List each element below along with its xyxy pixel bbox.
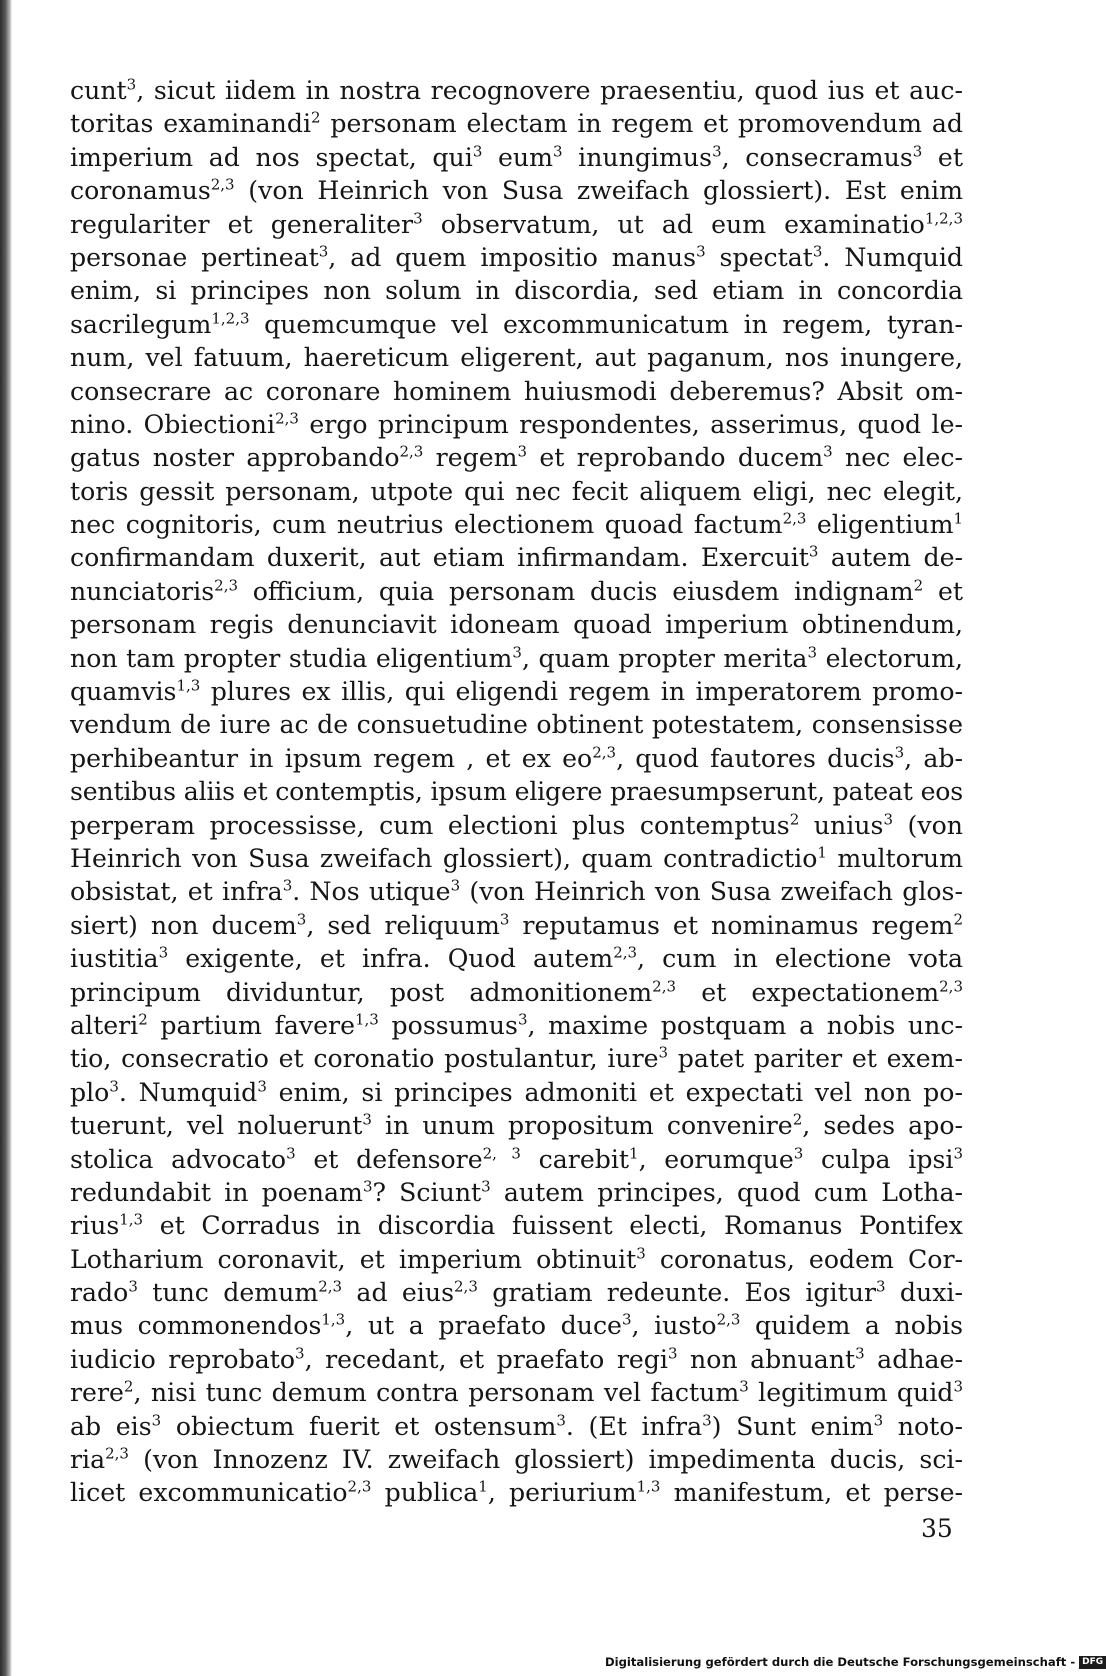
- text-run: nec cognitoris, cum neutrius electionem quoad factum: [70, 510, 783, 540]
- text-run: inungimus: [562, 142, 713, 172]
- text-run: ria: [70, 1445, 106, 1475]
- footnote-marker: 3: [636, 1244, 646, 1263]
- text-run: reputamus et nominamus regem: [509, 910, 954, 940]
- text-line: [70, 1410, 963, 1443]
- text-run: , eorumque: [638, 1144, 794, 1174]
- footnote-marker: 1,3: [321, 1311, 346, 1330]
- text-run: et reprobando ducem: [527, 443, 824, 473]
- text-line: [70, 1076, 963, 1109]
- footnote-marker: 3: [894, 743, 905, 762]
- footnote-marker: 2,3: [652, 977, 677, 996]
- text-line: [70, 875, 963, 908]
- page-number: 35: [921, 1514, 953, 1543]
- text-run: plures ex illis, qui eligendi regem in imperatorem promo-: [200, 677, 963, 707]
- dfg-logo: DFG: [1079, 1656, 1106, 1669]
- footnote-marker: 3: [812, 242, 823, 261]
- text-run: spectat: [705, 242, 813, 272]
- text-run: , sicut iidem in nostra recognovere praesentiu, quod ius et auc-: [136, 76, 963, 105]
- text-run: (von: [893, 810, 964, 840]
- text-line: [70, 809, 963, 842]
- text-run: et: [922, 142, 963, 172]
- footnote-marker: 2,3: [214, 576, 239, 595]
- footnote-marker: 2,3: [454, 1277, 478, 1296]
- text-run: sacrilegum: [70, 309, 212, 339]
- footnote-marker: 3: [552, 142, 563, 161]
- footnote-marker: 3: [883, 810, 894, 829]
- text-run: exigente, et infra. Quod autem: [168, 944, 614, 974]
- text-line: [70, 675, 963, 708]
- text-run: quemcumque vel excommunicatum in regem, tyran-: [249, 309, 963, 339]
- text-line: [70, 241, 963, 274]
- text-line: [70, 1009, 963, 1042]
- footnote-marker: 3: [808, 543, 819, 562]
- text-line: [70, 475, 963, 508]
- footnote-marker: 1,2,3: [211, 309, 250, 328]
- text-line: [70, 1243, 963, 1276]
- text-line: [70, 541, 963, 574]
- footnote-marker: 3: [953, 1377, 963, 1396]
- text-line: [70, 842, 963, 875]
- text-line: [70, 174, 963, 207]
- footnote-marker: 3: [499, 910, 510, 929]
- text-run: eum: [482, 142, 553, 172]
- text-run: iudicio reprobato: [70, 1344, 296, 1374]
- text-line: [70, 642, 963, 675]
- text-run: coronatus, eodem Cor-: [645, 1244, 963, 1274]
- text-run: officium, quia personam ducis eiusdem indignam: [238, 576, 914, 606]
- footnote-marker: 2: [311, 109, 321, 128]
- text-run: iustitia: [70, 944, 159, 974]
- footnote-marker: 3: [512, 643, 522, 662]
- text-run: (von Innozenz IV. zweifach glossiert) impedimenta ducis, sci-: [128, 1445, 963, 1475]
- text-run: observatum, ut ad eum examinatio: [422, 209, 925, 239]
- text-run: alteri: [70, 1010, 139, 1040]
- footnote-marker: 3: [296, 910, 307, 929]
- text-run: duxi-: [885, 1278, 963, 1308]
- text-line: [70, 1042, 963, 1075]
- text-run: , ut a praefato duce: [345, 1311, 622, 1341]
- text-run: (von Heinrich von Susa zweifach glos-: [460, 877, 963, 907]
- footnote-marker: 2,3: [782, 509, 807, 528]
- text-line: [70, 107, 963, 140]
- footnote-marker: 3: [295, 1344, 305, 1363]
- text-run: vendum de iure ac de consuetudine obtinent potestatem, consensisse: [70, 710, 963, 740]
- text-run: et: [923, 576, 963, 606]
- footnote-marker: 1: [953, 509, 963, 528]
- text-run: nec elec-: [832, 443, 963, 473]
- text-run: nunciatoris: [70, 576, 215, 606]
- text-line: [70, 208, 963, 241]
- text-line: [70, 1376, 963, 1409]
- footnote-marker: 1,3: [355, 1010, 379, 1029]
- footnote-marker: 1,2,3: [924, 209, 963, 228]
- text-line: [70, 909, 963, 942]
- text-line: [70, 141, 963, 174]
- footnote-marker: 2,3: [592, 743, 617, 762]
- text-run: publica: [371, 1478, 479, 1508]
- text-run: , cum in electione vota: [637, 944, 964, 974]
- text-run: personam regis denunciavit idoneam quoad imperium obtinendum,: [70, 610, 963, 640]
- text-run: Lotharium coronavit, et imperium obtinuit: [70, 1244, 637, 1274]
- text-run: enim, si principes admoniti et expectati vel non po-: [266, 1077, 963, 1107]
- footnote-marker: 3: [362, 1177, 373, 1196]
- text-run: et Corradus in discordia fuissent electi, Romanus Pontifex: [143, 1211, 963, 1241]
- text-run: coronamus: [70, 176, 211, 206]
- text-run: rere: [70, 1378, 124, 1408]
- text-run: unius: [799, 810, 884, 840]
- text-run: num, vel fatuum, haereticum eligerent, aut paganum, nos inungere,: [70, 343, 963, 373]
- footnote-marker: 3: [807, 643, 817, 662]
- text-run: imperium ad nos spectat, qui: [70, 142, 473, 172]
- text-run: obiectum fuerit et ostensum: [161, 1411, 557, 1441]
- text-run: obsistat, et infra: [70, 877, 283, 907]
- footnote-marker: 3: [286, 1144, 296, 1163]
- footnote-marker: 2: [913, 576, 924, 595]
- footnote-marker: 2,3: [210, 175, 235, 194]
- text-run: . (Et infra: [565, 1411, 703, 1441]
- text-run: electorum,: [817, 643, 963, 673]
- text-line: [70, 274, 963, 307]
- text-run: principum dividuntur, post admonitionem: [70, 977, 653, 1007]
- footnote-marker: 1,3: [176, 676, 201, 695]
- text-run: Heinrich von Susa zweifach glossiert), quam contradictio: [70, 843, 818, 873]
- text-line: [70, 1343, 963, 1376]
- footnote-marker: 2,3: [347, 1478, 372, 1497]
- footnote-marker: 1,3: [119, 1210, 144, 1229]
- footnote-marker: 2: [789, 810, 800, 829]
- footnote-marker: 2: [953, 910, 963, 929]
- body-text: [70, 74, 963, 1510]
- text-run: manifestum, et perse-: [660, 1478, 964, 1508]
- footnote-marker: 3: [739, 1377, 749, 1396]
- text-run: quamvis: [70, 677, 177, 707]
- footnote-marker: 3: [151, 1411, 162, 1430]
- text-run: tio, consecratio et coronatio postulantur, iure: [70, 1044, 659, 1074]
- text-run: . Numquid: [118, 1077, 258, 1107]
- footnote-marker: 2,3: [275, 409, 299, 428]
- text-run: autem principes, quod cum Lotha-: [490, 1177, 963, 1207]
- text-run: licet excommunicatio: [70, 1478, 348, 1508]
- footnote-marker: 3: [257, 1077, 267, 1096]
- footnote-marker: 3: [413, 209, 423, 228]
- text-run: , recedant, et praefato regi: [304, 1344, 668, 1374]
- text-run: partium favere: [147, 1010, 355, 1040]
- footnote-marker: 3: [875, 1277, 886, 1296]
- text-run: eligentium: [806, 510, 954, 540]
- footnote-marker: 2: [792, 1110, 803, 1129]
- text-run: siert) non ducem: [70, 910, 297, 940]
- text-line: [70, 1276, 963, 1309]
- text-run: , iusto: [631, 1311, 717, 1341]
- text-run: ab eis: [70, 1411, 152, 1441]
- text-run: consecrare ac coronare hominem huiusmodi deberemus? Absit om-: [70, 376, 963, 406]
- text-line: [70, 341, 963, 374]
- footnote-marker: 3: [667, 1344, 678, 1363]
- text-run: (von Heinrich von Susa zweifach glossiert). Est enim: [234, 176, 963, 206]
- text-run: nino. Obiectioni: [70, 409, 276, 439]
- footnote-marker: 3: [873, 1411, 884, 1430]
- footnote-marker: 3: [109, 1077, 119, 1096]
- footnote-marker: 3: [481, 1177, 491, 1196]
- footnote-marker: 1,3: [636, 1478, 661, 1497]
- credit-text: Digitalisierung gefördert durch die Deutsche Forschungsgemeinschaft -: [605, 1655, 1076, 1669]
- footnote-marker: 3: [912, 142, 923, 161]
- text-line: [70, 308, 963, 341]
- text-run: regem: [423, 443, 518, 473]
- text-run: . Nos utique: [292, 877, 451, 907]
- text-run: cunt: [70, 76, 127, 105]
- text-run: ad eius: [342, 1278, 455, 1308]
- text-line: [70, 1443, 963, 1476]
- text-line: [70, 942, 963, 975]
- footnote-marker: 3: [621, 1311, 632, 1330]
- text-run: carebit: [520, 1144, 630, 1174]
- footnote-marker: 3: [793, 1144, 804, 1163]
- text-run: , consecramus: [721, 142, 913, 172]
- text-run: personae pertineat: [70, 242, 319, 272]
- text-line: [70, 1143, 963, 1176]
- text-run: , sedes apo-: [802, 1111, 963, 1141]
- footnote-marker: 2,3: [318, 1277, 343, 1296]
- text-run: ) Sunt enim: [711, 1411, 874, 1441]
- footnote-marker: 1: [478, 1478, 488, 1497]
- text-line: [70, 1309, 963, 1342]
- text-run: noto-: [883, 1411, 963, 1441]
- text-run: , periurium: [487, 1478, 637, 1508]
- text-run: sentibus aliis et contemptis, ipsum eligere praesumpserunt, pateat eos: [70, 777, 963, 807]
- text-line: [70, 508, 963, 541]
- text-run: toritas examinandi: [70, 109, 311, 139]
- text-run: , ad quem impositio manus: [328, 242, 697, 272]
- footnote-marker: 3: [953, 1144, 963, 1163]
- text-run: gatus noster approbando: [70, 443, 400, 473]
- text-run: multorum: [826, 843, 963, 873]
- text-line: [70, 775, 963, 808]
- footnote-marker: 3: [517, 443, 528, 461]
- footnote-marker: 3: [696, 242, 706, 261]
- text-line: [70, 1476, 963, 1509]
- footnote-marker: 3: [282, 877, 293, 896]
- text-run: quidem a nobis: [740, 1311, 963, 1341]
- footnote-marker: 3: [128, 1277, 138, 1296]
- footnote-marker: 3: [712, 142, 722, 161]
- text-run: possumus: [378, 1010, 518, 1040]
- text-line: [70, 74, 963, 107]
- footnote-marker: 3: [658, 1044, 669, 1063]
- footnote-marker: 3: [823, 443, 833, 461]
- text-run: autem de-: [818, 543, 963, 573]
- text-run: , sed reliquum: [306, 910, 500, 940]
- footnote-marker: 3: [318, 242, 329, 261]
- footnote-marker: 1: [817, 843, 827, 862]
- footnote-marker: 2: [123, 1377, 134, 1396]
- footnote-marker: 2,3: [105, 1444, 129, 1463]
- footnote-marker: 3: [450, 877, 461, 896]
- digitization-credit: [605, 1655, 1104, 1669]
- footnote-marker: 3: [855, 1344, 865, 1363]
- text-line: [70, 1109, 963, 1142]
- text-run: gratiam redeunte. Eos igitur: [477, 1278, 876, 1308]
- footnote-marker: 3: [517, 1010, 528, 1029]
- text-run: perhibeantur in ipsum regem , et ex eo: [70, 743, 593, 773]
- footnote-marker: 3: [702, 1411, 712, 1430]
- text-run: mus commonendos: [70, 1311, 322, 1341]
- text-run: ? Sciunt: [372, 1177, 482, 1207]
- text-run: , ab-: [904, 743, 964, 773]
- footnote-marker: 3: [362, 1110, 372, 1129]
- text-run: et defensore: [295, 1144, 483, 1174]
- text-run: patet pariter et exem-: [668, 1044, 963, 1074]
- text-run: personam electam in regem et promovendum ad: [320, 109, 963, 139]
- text-run: non abnuant: [677, 1344, 856, 1374]
- text-run: enim, si principes non solum in discordia, sed etiam in concordia: [70, 276, 963, 306]
- text-run: rado: [70, 1278, 129, 1308]
- footnote-marker: 2,3: [613, 943, 638, 962]
- text-run: rius: [70, 1211, 120, 1241]
- text-run: et expectationem: [676, 977, 940, 1007]
- text-run: adhae-: [864, 1344, 963, 1374]
- text-run: , nisi tunc demum contra personam vel factum: [133, 1378, 740, 1408]
- text-run: regulariter et generaliter: [70, 209, 414, 239]
- footnote-marker: 2,3: [399, 443, 424, 461]
- footnote-marker: 3: [158, 943, 169, 962]
- text-line: [70, 608, 963, 641]
- text-run: non tam propter studia eligentium: [70, 643, 513, 673]
- text-run: legitimum quid: [748, 1378, 954, 1408]
- text-run: stolica advocato: [70, 1144, 287, 1174]
- text-run: tuerunt, vel noluerunt: [70, 1111, 363, 1141]
- text-run: , quod fautores ducis: [616, 743, 895, 773]
- footnote-marker: 2,3: [716, 1311, 741, 1330]
- text-run: plo: [70, 1077, 110, 1107]
- text-run: ergo principum respondentes, asserimus, quod le-: [298, 409, 963, 439]
- text-run: culpa ipsi: [803, 1144, 954, 1174]
- text-line: [70, 575, 963, 608]
- footnote-marker: 2, 3: [482, 1144, 521, 1163]
- text-run: redundabit in poenam: [70, 1177, 363, 1207]
- text-line: [70, 375, 963, 408]
- footnote-marker: 3: [556, 1411, 566, 1430]
- text-line: [70, 708, 963, 741]
- text-run: . Numquid: [822, 242, 963, 272]
- text-run: , maxime postquam a nobis unc-: [527, 1010, 963, 1040]
- footnote-marker: 3: [472, 142, 483, 161]
- text-line: [70, 1176, 963, 1209]
- footnote-marker: 2,3: [939, 977, 963, 996]
- text-run: perperam processisse, cum electioni plus contemptus: [70, 810, 790, 840]
- text-line: [70, 742, 963, 775]
- text-run: tunc demum: [137, 1278, 319, 1308]
- text-line: [70, 976, 963, 1009]
- footnote-marker: 1: [629, 1144, 639, 1163]
- text-run: , quam propter merita: [521, 643, 808, 673]
- text-line: [70, 1209, 963, 1242]
- text-line: [70, 441, 963, 474]
- text-run: in unum propositum convenire: [371, 1111, 793, 1141]
- text-line: [70, 408, 963, 441]
- footnote-marker: 2: [138, 1010, 148, 1029]
- footnote-marker: 3: [126, 75, 137, 94]
- text-run: confirmandam duxerit, aut etiam infirmandam. Exercuit: [70, 543, 809, 573]
- text-run: toris gessit personam, utpote qui nec fecit aliquem eligi, nec elegit,: [70, 476, 963, 506]
